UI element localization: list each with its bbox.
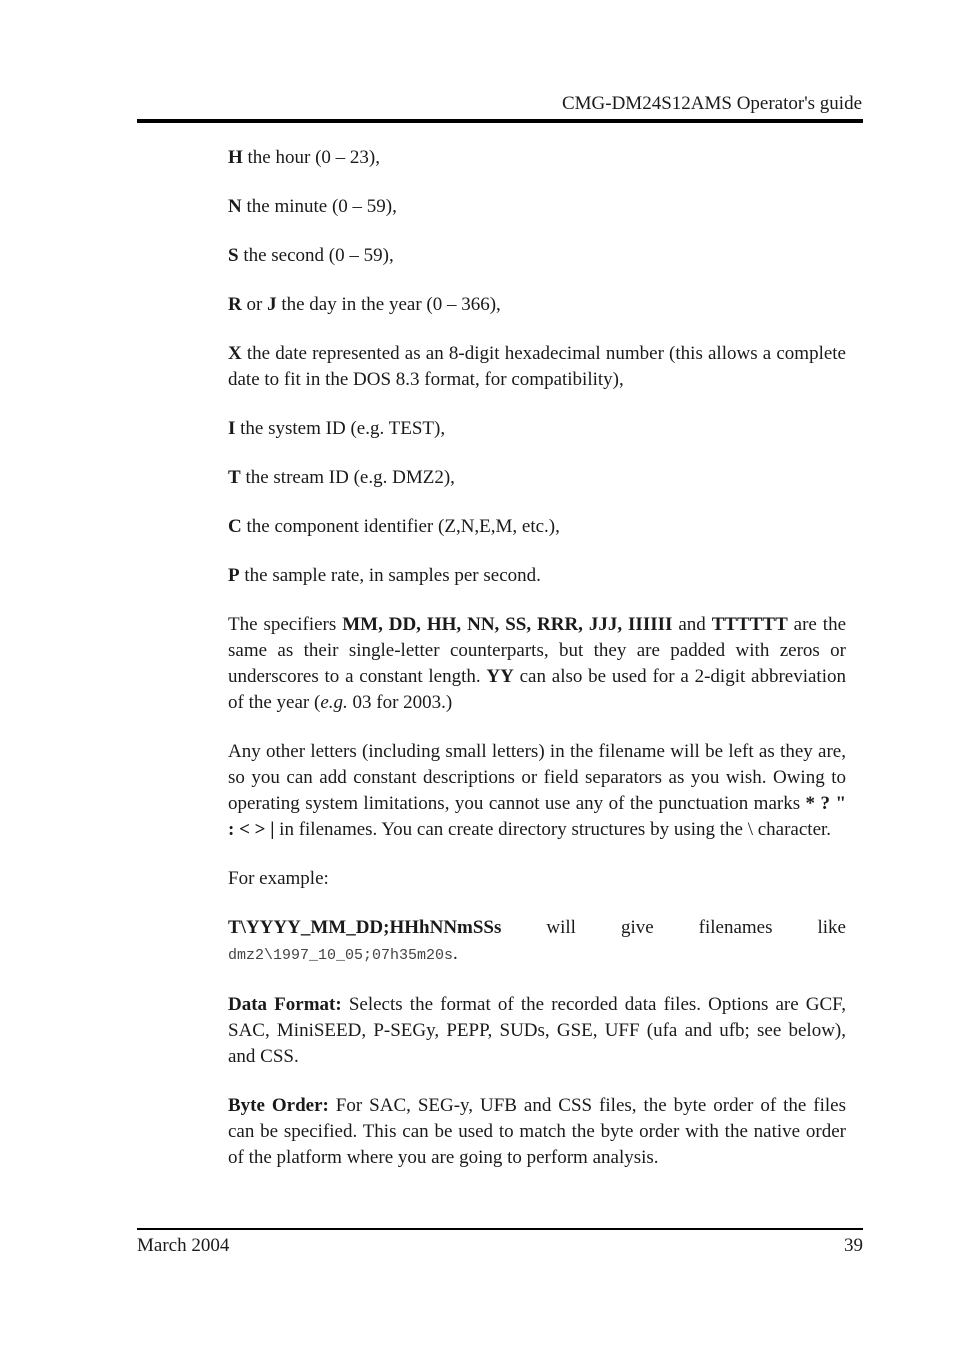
page-header-title: CMG-DM24S12AMS Operator's guide xyxy=(561,93,862,114)
footer-rule xyxy=(137,1228,863,1230)
other-letters-paragraph: Any other letters (including small letters) in the filename will be left as they are, so you can add constant descriptions or field separators as you wish. Owing to operating system limitations, you cannot use any of the punctuation marks * ? " : < > | in filenames. You can create directory structures by using the \ character. xyxy=(228,741,846,840)
spec-hex-date: X the date represented as an 8-digit hexadecimal number (this allows a complete date to fit in the DOS 8.3 format, for compatibility), xyxy=(228,343,846,390)
spec-stream-id: T the stream ID (e.g. DMZ2), xyxy=(228,467,455,488)
page-body xyxy=(228,145,846,1194)
spec-minute: N the minute (0 – 59), xyxy=(228,196,397,217)
spec-second: S the second (0 – 59), xyxy=(228,245,394,266)
example-result: dmz2\1997_10_05;07h35m20s xyxy=(228,947,454,964)
filename-example xyxy=(228,915,846,969)
data-format-paragraph: Data Format: Selects the format of the recorded data files. Options are GCF, SAC, MiniSEED, P-SEGy, PEPP, SUDs, GSE, UFF (ufa and ufb; see below), and CSS. xyxy=(228,994,846,1067)
example-word: give xyxy=(620,917,654,938)
header-rule xyxy=(137,119,863,123)
example-result-line: dmz2\1997_10_05;07h35m20s. xyxy=(228,943,458,964)
example-word: will xyxy=(546,917,576,938)
example-word: like xyxy=(817,917,846,938)
spec-sample-rate: P the sample rate, in samples per second. xyxy=(228,565,541,586)
page-number: 39 xyxy=(844,1235,863,1256)
spec-day-of-year: R or J the day in the year (0 – 366), xyxy=(228,294,501,315)
padded-specifiers-paragraph: The specifiers MM, DD, HH, NN, SS, RRR, JJJ, IIIIII and TTTTTT are the same as their single-letter counterparts, but they are padded with zeros or underscores to a constant length. YY can also be used for a 2-digit abbreviation of the year (e.g. 03 for 2003.) xyxy=(228,614,847,713)
example-pattern: T\YYYY_MM_DD;HHhNNmSSs xyxy=(228,917,502,938)
for-example-label: For example: xyxy=(228,868,329,889)
spec-system-id: I the system ID (e.g. TEST), xyxy=(228,418,446,439)
spec-component: C the component identifier (Z,N,E,M, etc.), xyxy=(228,516,560,537)
spec-hour: H the hour (0 – 23), xyxy=(228,147,380,168)
example-word: filenames xyxy=(698,917,773,938)
example-pattern-line xyxy=(228,915,846,941)
footer-date: March 2004 xyxy=(137,1235,230,1256)
byte-order-paragraph: Byte Order: For SAC, SEG-y, UFB and CSS files, the byte order of the files can be specified. This can be used to match the byte order with the native order of the platform where you are going to perform analysis. xyxy=(228,1095,846,1168)
